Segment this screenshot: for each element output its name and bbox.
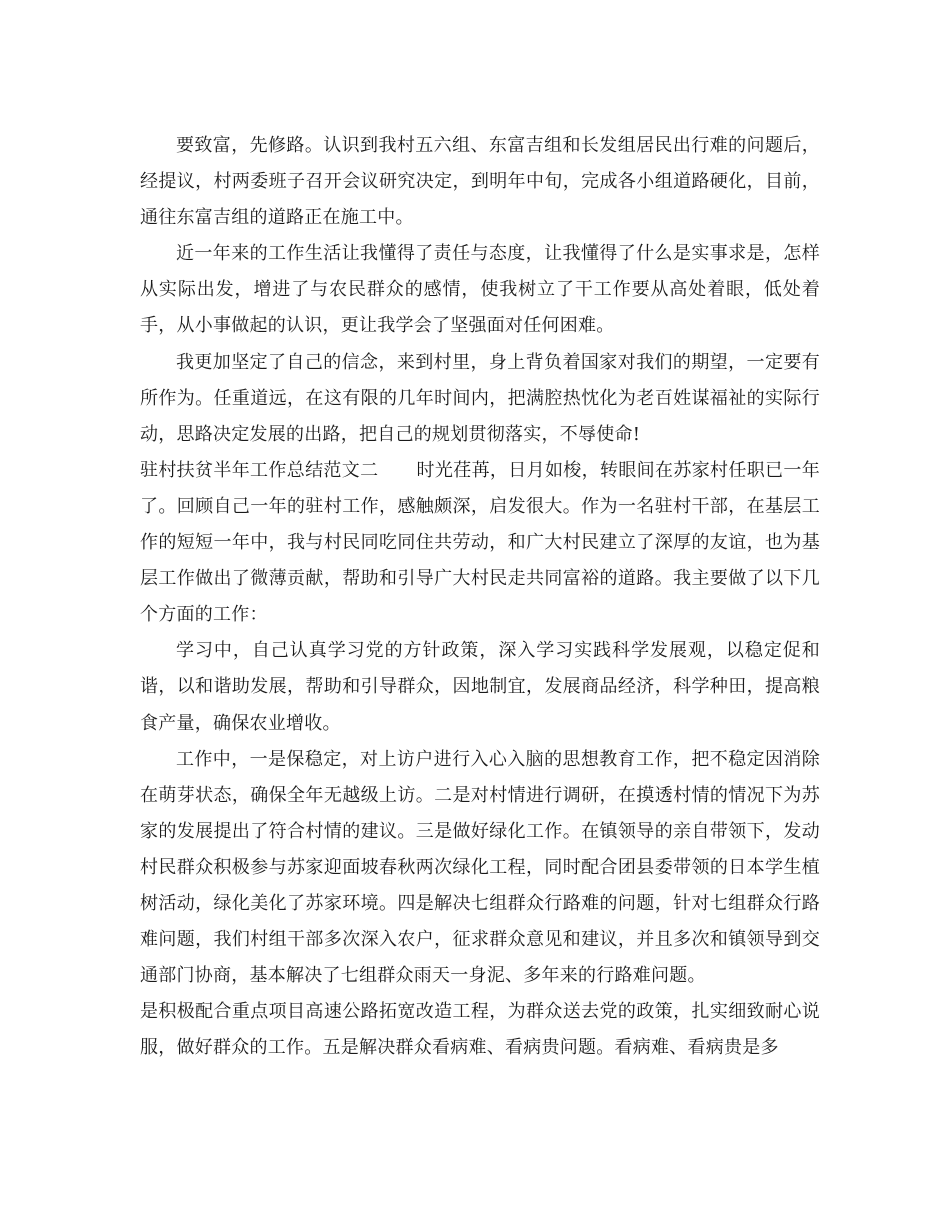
section-intro: 时光荏苒，日月如梭，转眼间在苏家村任职已一年了。回顾自己一年的驻村工作，感触颇深，启发很大。作为一名驻村干部，在基层工作的短短一年中，我与村民同吃同住共劳动，和广大村民建立了深厚的友谊，也为基层工作做出了微薄贡献，帮助和引导广大村民走共同富裕的道路。我主要做了以下几个方面的工作： [140,459,821,626]
paragraph-continuation: 是积极配合重点项目高速公路拓宽改造工程，为群众送去党的政策，扎实细致耐心说服，做好群众的工作。五是解决群众看病难、看病贵问题。看病难、看病贵是多 [140,1001,820,1059]
paragraph-work: 工作中，一是保稳定，对上访户进行入心入脑的思想教育工作，把不稳定因消除在萌芽状态，确保全年无越级上访。二是对村情进行调研，在摸透村情的情况下为苏家的发展提出了符合村情的建议。三是做好绿化工作。在镇领导的亲自带领下，发动村民群众积极参与苏家迎面坡春秋两次绿化工程，同时配合团县委带领的日本学生植树活动，绿化美化了苏家环境。四是解决七组群众行路难的问题，针对七组群众行路难问题，我们村组干部多次深入农户，征求群众意见和建议，并且多次和镇领导到交通部门协商，基本解决了七组群众雨天一身泥、多年来的行路难问题。 [140,748,820,987]
paragraph-road-building: 要致富，先修路。认识到我村五六组、东富吉组和长发组居民出行难的问题后，经提议，村两委班子召开会议研究决定，到明年中旬，完成各小组道路硬化，目前，通往东富吉组的道路正在施工中。 [140,135,820,229]
section-heading: 驻村扶贫半年工作总结范文二 [140,459,379,481]
document-body [140,128,820,1066]
paragraph-belief: 我更加坚定了自己的信念，来到村里，身上背负着国家对我们的期望，一定要有所作为。任重道远，在这有限的几年时间内，把满腔热忱化为老百姓谋福祉的实际行动，思路决定发展的出路，把自己的规划贯彻落实，不辱使命! [140,351,820,445]
paragraph-study: 学习中，自己认真学习党的方针政策，深入学习实践科学发展观，以稳定促和谐，以和谐助发展，帮助和引导群众，因地制宜，发展商品经济，科学种田，提高粮食产量，确保农业增收。 [140,640,820,734]
paragraph-responsibility: 近一年来的工作生活让我懂得了责任与态度，让我懂得了什么是实事求是，怎样从实际出发，增进了与农民群众的感情，使我树立了干工作要从高处着眼，低处着手，从小事做起的认识，更让我学会了坚强面对任何困难。 [140,243,820,337]
paragraph-section-two [140,453,820,633]
